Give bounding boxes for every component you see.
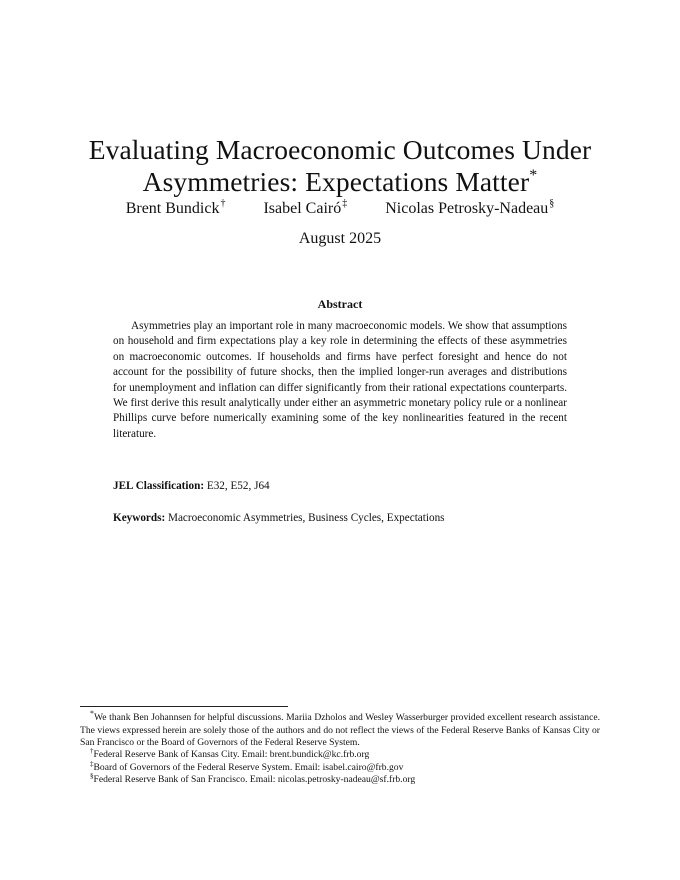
title-footnote-mark: * [529, 167, 538, 185]
keywords-label: Keywords: [113, 512, 166, 524]
jel-label: JEL Classification: [113, 480, 205, 492]
title-line-2 [60, 166, 620, 198]
title-line-1: Evaluating Macroeconomic Outcomes Under [88, 134, 592, 166]
jel-codes: E32, E52, J64 [206, 480, 270, 492]
footnote-text: Federal Reserve Bank of Kansas City. Email: brent.bundick@kc.frb.org [93, 749, 370, 761]
jel-classification [113, 478, 573, 494]
footnote-mark: ‡ [90, 759, 94, 768]
author-list [0, 198, 680, 220]
footnote-text: Board of Governors of the Federal Reserve System. Email: isabel.cairo@frb.gov [93, 761, 404, 773]
abstract-heading: Abstract [317, 297, 363, 311]
footnote-text: We thank Ben Johannsen for helpful discussions. Mariia Dzholos and Wesley Wasserburger provided excellent research assistance. The views expressed herein are solely those of the authors and do not reflect the views of the Federal Reserve Banks of Kansas City or San Francisco or the Board of Governors of the Federal Reserve System. [80, 712, 600, 748]
author-cairo [263, 198, 347, 220]
abstract-body: Asymmetries play an important role in many macroeconomic models. We show that assumptions on household and firm expectations play a key role in determining the effects of these asymmetries on macroeconomic outcomes. If households and firms have perfect foresight and hence do not account for the possibility of future shocks, then the implied longer-run averages and distributions for unemployment and inflation can differ significantly from their rational expectations counterparts. We first derive this result analytically under either an asymmetric monetary policy rule or a nonlinear Phillips curve before numerically examining some of the key nonlinearities featured in the recent literature. [113, 320, 567, 440]
footnote-mark: * [90, 709, 94, 718]
author-name: Isabel Cairó [263, 200, 342, 217]
footnote-text: Federal Reserve Bank of San Francisco. Email: nicolas.petrosky-nadeau@sf.frb.org [93, 774, 416, 786]
footnote-thanks [80, 708, 600, 749]
author-footnote-mark: † [220, 198, 226, 209]
footnote-affiliation-petrosky-nadeau [80, 774, 600, 786]
footnote-mark: † [90, 747, 94, 756]
footnote-mark: § [90, 772, 94, 781]
footnote-divider [80, 706, 288, 707]
author-bundick [126, 198, 226, 220]
author-petrosky-nadeau [385, 198, 554, 220]
author-footnote-mark: ‡ [342, 198, 348, 209]
publication-date: August 2025 [298, 230, 382, 247]
author-footnote-mark: § [549, 198, 555, 209]
footnote-affiliation-cairo [80, 759, 600, 774]
title-line-2-text: Asymmetries: Expectations Matter [142, 166, 530, 198]
footnote-affiliation-bundick [80, 749, 600, 761]
keywords [113, 510, 573, 526]
author-name: Nicolas Petrosky-Nadeau [385, 200, 549, 217]
keywords-value: Macroeconomic Asymmetries, Business Cycles, Expectations [168, 512, 445, 524]
author-name: Brent Bundick [125, 200, 220, 217]
paper-title [60, 134, 620, 198]
footnotes [80, 708, 600, 787]
